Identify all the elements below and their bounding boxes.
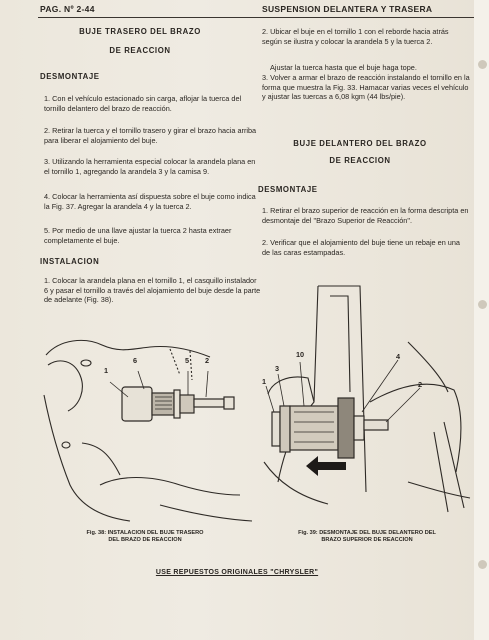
inst-step-1: 1. Colocar la arandela plana en el tornillo 1, el casquillo instalador 6 y pasar el tornillo a través del alojamiento del buje desde la parte de adelante (Fig. 38). [44,276,261,305]
fig38-label-5: 5 [185,356,190,365]
left-step-3: 3. Utilizando la herramienta especial colocar la arandela plana en el tornillo 1, agregando la arandela 3 y la camisa 9. [44,157,256,176]
header-rule [38,17,474,18]
fig39-label-1: 1 [262,377,267,386]
right-step-2-note: Ajustar la tuerca hasta que el buje haga tope. [270,63,417,72]
left-step-1: 1. Con el vehículo estacionado sin carga, aflojar la tuerca del tornillo delantero del brazo de reacción. [44,94,242,113]
right-title-line1: BUJE DELANTERO DEL BRAZO [293,139,427,148]
left-desmontaje-heading: DESMONTAJE [40,72,100,81]
fig39-label-10: 10 [296,350,305,359]
fig39-label-3: 3 [275,364,280,373]
left-title-line1: BUJE TRASERO DEL BRAZO [79,27,201,36]
section-title: SUSPENSION DELANTERA Y TRASERA [262,4,433,14]
left-step-5: 5. Por medio de una llave ajustar la tuerca 2 hasta extraer completamente el buje. [44,226,232,245]
left-step-4: 4. Colocar la herramienta así dispuesta sobre el buje como indica la Fig. 37. Agregar la arandela 4 y la tuerca 2. [44,192,256,211]
fig39-label-4: 4 [396,352,401,361]
fig39-caption-line2: BRAZO SUPERIOR DE REACCION [321,537,413,543]
fig38-illustration [40,335,255,525]
right-step-2: 2. Ubicar el buje en el tornillo 1 con el reborde hacia atrás según se ilustra y colocar la arandela 5 y la tuerca 2. [262,27,449,46]
right-desm-step-1: 1. Retirar el brazo superior de reacción en la forma descripta en desmontaje del "Brazo Superior de Reacción". [262,206,469,225]
instalacion-heading: INSTALACION [40,257,100,266]
fig38-caption-line2: DEL BRAZO DE REACCION [108,537,182,543]
fig38-label-2: 2 [205,356,210,365]
fig39-illustration [258,282,472,522]
footer-note: USE REPUESTOS ORIGINALES "CHRYSLER" [155,569,319,576]
fig38-caption-line1: Fig. 38: INSTALACION DEL BUJE TRASERO [86,530,204,536]
fig39-label-2: 2 [418,380,423,389]
right-desmontaje-heading: DESMONTAJE [258,185,318,194]
binder-hole [478,300,487,309]
binder-margin [474,0,489,640]
right-desm-step-2: 2. Verificar que el alojamiento del buje tiene un rebaje en una de las caras estampadas. [262,238,460,257]
left-title-line2: DE REACCION [109,46,171,55]
left-step-2: 2. Retirar la tuerca y el tornillo trasero y girar el brazo hacia arriba para liberar el alojamiento del buje. [44,126,257,145]
right-step-3: 3. Volver a armar el brazo de reacción instalando el tornillo en la forma que muestra la Fig. 33. Hamacar varias veces el vehículo y ajustar las tuercas a 6,08 kgm (44 lbs/pie). [262,73,470,102]
right-title-line2: DE REACCION [329,156,391,165]
fig39-caption-line1: Fig. 39: DESMONTAJE DEL BUJE DELANTERO DEL [298,530,436,536]
binder-hole [478,560,487,569]
fig38-label-1: 1 [104,366,109,375]
binder-hole [478,60,487,69]
page-number: PAG. Nº 2-44 [40,4,95,14]
fig38-label-6: 6 [133,356,138,365]
